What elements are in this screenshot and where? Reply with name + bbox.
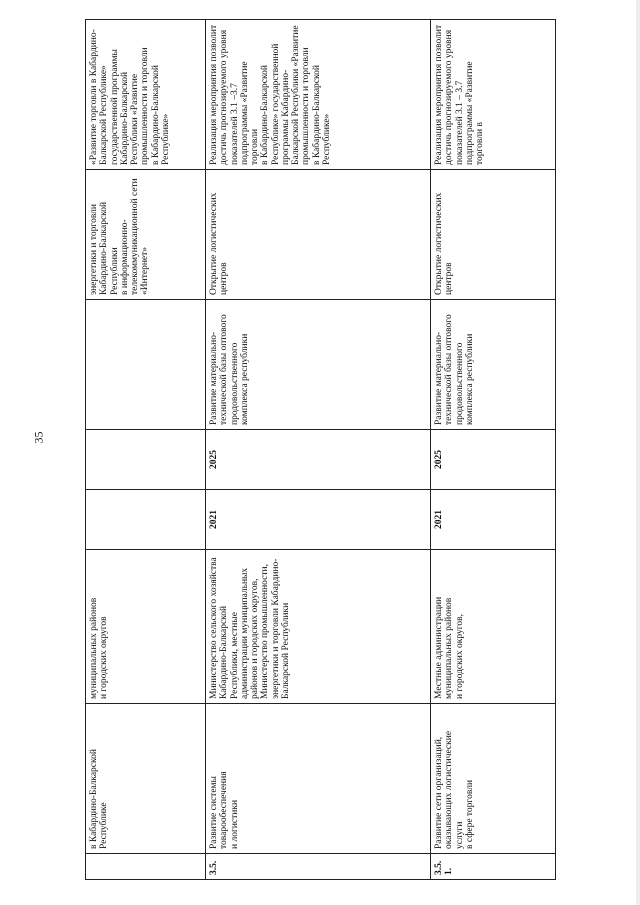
direction xyxy=(86,300,206,430)
row-number: 3.5.1. xyxy=(431,854,556,880)
end-year: 2025 xyxy=(431,430,556,490)
page-number: 35 xyxy=(31,431,46,444)
executor: Министерство сельского хозяйства Кабардино-Балкарской Республики, местные администрации муниципальных районов и городских округов, Министерство промышленности, энергетики и торговли Кабардино-Балкарской Республики xyxy=(206,550,431,704)
measure-name: в Кабардино-Балкарской Республике xyxy=(86,704,206,854)
end-year xyxy=(86,430,206,490)
executor: Местные администрации муниципальных районов и городских округов, xyxy=(431,550,556,704)
row-number: 3.5. xyxy=(206,854,431,880)
scan-edge xyxy=(636,0,640,905)
expected-result: Открытие логистических центров xyxy=(431,170,556,300)
indicator-link: Реализация мероприятия позволит достичь прогнозируемого уровня показателей 3.1 –3.7 подпрограммы «Развитие торговли в Кабардино-Балкарской Республике» государственной программы Кабардино-Балкарской Республики «Развитие промышленности и торговли в Кабардино-Балкарской Республике» xyxy=(206,20,431,170)
expected-result: энергетики и торговли Кабардино-Балкарской Республики в информационно-телекоммуникационной сети «Интернет» xyxy=(86,170,206,300)
measures-table xyxy=(85,19,556,880)
indicator-link: «Развитие торговли в Кабардино-Балкарской Республике» государственной программы Кабардино-Балкарской Республики «Развитие промышленности и торговли в Кабардино-Балкарской Республике» xyxy=(86,20,206,170)
end-year: 2025 xyxy=(206,430,431,490)
measure-name: Развитие системы товарообеспечения и логистики xyxy=(206,704,431,854)
table-row xyxy=(431,20,556,880)
measures-table-wrapper xyxy=(85,20,555,880)
start-year: 2021 xyxy=(431,490,556,550)
table-row xyxy=(86,20,206,880)
measure-name: Развитие сети организаций, оказывающих логистические услуги в сфере торговли xyxy=(431,704,556,854)
start-year xyxy=(86,490,206,550)
indicator-link: Реализация мероприятия позволит достичь прогнозируемого уровня показателей 3.1 – 3.7 подпрограммы «Развитие торговли в xyxy=(431,20,556,170)
direction: Развитие материально-технической базы оптового продовольственного комплекса республики xyxy=(206,300,431,430)
direction: Развитие материально-технической базы оптового продовольственного комплекса республики xyxy=(431,300,556,430)
table-row xyxy=(206,20,431,880)
expected-result: Открытие логистических центров xyxy=(206,170,431,300)
executor: муниципальных районов и городских округов xyxy=(86,550,206,704)
start-year: 2021 xyxy=(206,490,431,550)
row-number xyxy=(86,854,206,880)
